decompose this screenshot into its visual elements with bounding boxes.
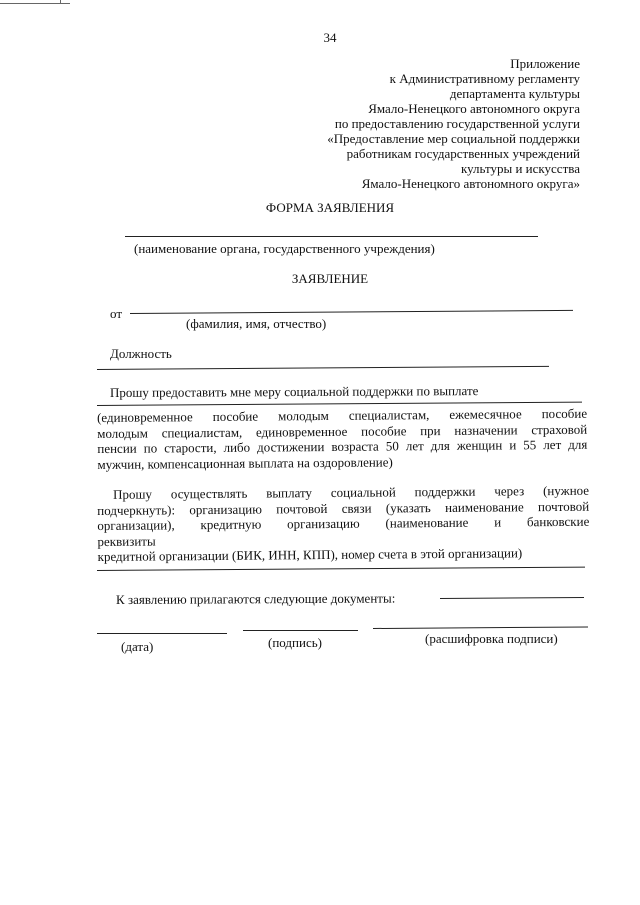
- payment-method-line: кредитной организации (БИК, ИНН, КПП), номер счета в этой организации): [97, 545, 523, 564]
- appendix-line: по предоставлению государственной услуги: [334, 116, 580, 131]
- signature-caption: (подпись): [268, 635, 322, 650]
- payment-types-line: (единовременное пособие молодым специалистам, ежемесячное пособие: [97, 405, 588, 425]
- fio-line[interactable]: [130, 310, 573, 314]
- appendix-line: работникам государственных учреждений: [346, 146, 580, 161]
- payment-types-line: молодым специалистам, единовременное пособие при назначении страховой: [97, 421, 588, 441]
- request-text: Прошу предоставить мне меру социальной поддержки по выплате: [109, 383, 479, 400]
- appendix-block: [240, 56, 580, 191]
- bank-details-line[interactable]: [97, 567, 585, 571]
- from-label: от: [110, 306, 123, 321]
- organ-caption: (наименование органа, государственного учреждения): [134, 241, 435, 256]
- appendix-line: Приложение: [510, 56, 580, 71]
- payment-method-text: [97, 483, 590, 565]
- payment-types-text: [97, 406, 588, 472]
- date-line[interactable]: [97, 633, 227, 634]
- payment-types-line: мужчин, компенсационная выплата на оздоровление): [97, 453, 393, 472]
- attachments-line[interactable]: [440, 597, 584, 599]
- payment-method-line: организации), кредитную организацию (наименование и банковские: [97, 513, 590, 533]
- payment-method-line: подчеркнуть): организацию почтовой связи (указать наименование почтовой: [97, 498, 590, 518]
- scan-corner-tick: [60, 0, 61, 4]
- appendix-line: департамента культуры: [449, 86, 580, 101]
- payment-method-line: реквизиты: [97, 532, 156, 549]
- attachments-label: К заявлению прилагаются следующие документы:: [115, 590, 396, 607]
- payment-method-line: Прошу осуществлять выплату социальной поддержки через (нужное: [112, 482, 590, 502]
- fio-caption: (фамилия, имя, отчество): [186, 316, 327, 331]
- statement-title: ЗАЯВЛЕНИЕ: [291, 271, 369, 286]
- appendix-line: культуры и искусства: [461, 161, 580, 176]
- position-label: Должность: [110, 346, 172, 361]
- date-caption: (дата): [121, 639, 154, 654]
- organ-name-line[interactable]: [125, 236, 538, 237]
- appendix-line: к Административному регламенту: [389, 71, 580, 86]
- decoding-caption: (расшифровка подписи): [425, 631, 558, 646]
- form-title: ФОРМА ЗАЯВЛЕНИЯ: [265, 200, 395, 215]
- payment-types-line: пенсии по старости, либо достижении возраста 50 лет для женщин и 55 лет для: [97, 436, 588, 456]
- appendix-line: «Предоставление мер социальной поддержки: [327, 131, 580, 146]
- signature-decoding-line[interactable]: [373, 626, 588, 629]
- appendix-line: Ямало-Ненецкого автономного округа»: [361, 176, 580, 191]
- signature-line[interactable]: [243, 630, 358, 631]
- appendix-line: Ямало-Ненецкого автономного округа: [368, 101, 580, 116]
- position-line[interactable]: [97, 366, 549, 370]
- payment-type-line[interactable]: [97, 402, 582, 406]
- page-number: 34: [323, 30, 337, 45]
